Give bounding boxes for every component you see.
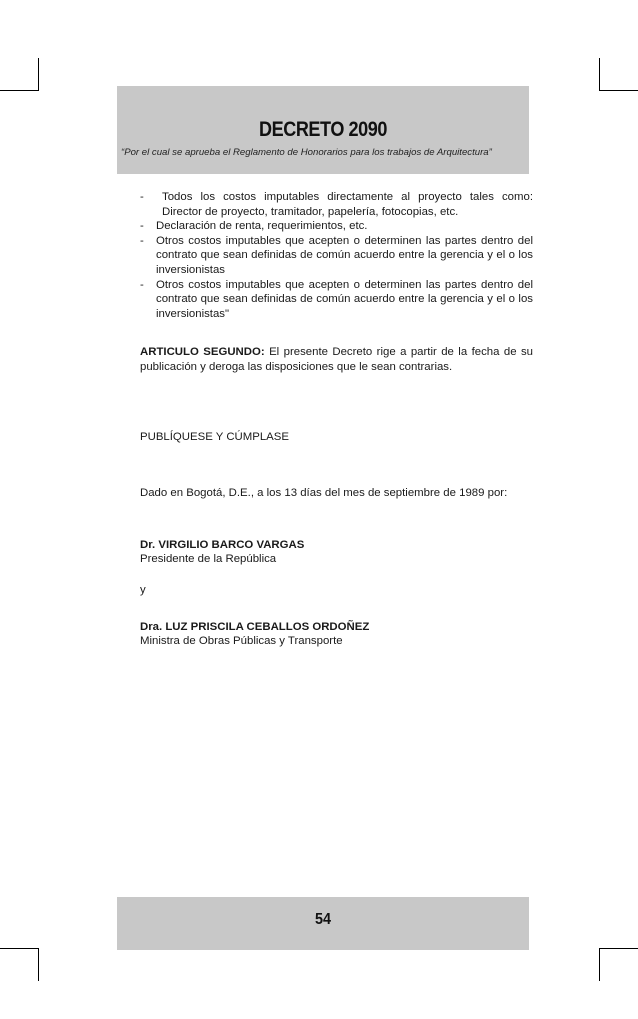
list-item-text: Otros costos imputables que acepten o determinen las partes dentro del contrato que sean definidas de común acuerdo entre la gerencia y el o los inversionistas — [156, 234, 533, 276]
list-item — [140, 190, 533, 219]
list-item — [140, 234, 533, 278]
crop-mark-top-left — [0, 58, 39, 91]
list-item-text: Declaración de renta, requerimientos, etc. — [156, 220, 368, 233]
page-number: 54 — [314, 911, 332, 928]
signatory-role: Ministra de Obras Públicas y Transporte — [140, 635, 343, 647]
crop-mark-top-right — [599, 58, 638, 91]
footer-band — [117, 897, 529, 950]
page-subtitle: “Por el cual se aprueba el Reglamento de Honorarios para los trabajos de Arquitectura” — [121, 147, 492, 158]
list-item — [140, 219, 533, 234]
list-item-text: Todos los costos imputables directamente al proyecto tales como: Director de proyecto, tramitador, papelería, fotocopias, etc. — [162, 191, 533, 218]
signatory-role: Presidente de la República — [140, 553, 277, 565]
crop-mark-bottom-right — [599, 948, 638, 981]
crop-mark-bottom-left — [0, 948, 39, 981]
publiquese-text: PUBLÍQUESE Y CÚMPLASE — [140, 431, 289, 443]
dado-text: Dado en Bogotá, D.E., a los 13 días del mes de septiembre de 1989 por: — [140, 487, 508, 499]
signatory-name: Dr. VIRGILIO BARCO VARGAS — [140, 539, 305, 551]
article-segundo — [140, 345, 533, 374]
article-label: ARTICULO SEGUNDO: — [140, 346, 265, 358]
conjunction-text: y — [140, 584, 146, 596]
signatory-name: Dra. LUZ PRISCILA CEBALLOS ORDOÑEZ — [140, 621, 370, 633]
page-title: DECRETO 2090 — [258, 118, 388, 141]
article-text: El presente Decreto rige a partir de la fecha de su publicación y deroga las disposiciones que le sean contrarias. — [140, 346, 533, 373]
bullet-dash: - — [140, 278, 144, 291]
bullet-dash: - — [140, 220, 144, 233]
bullet-list — [140, 190, 533, 321]
header-band — [117, 86, 529, 174]
list-item-text: Otros costos imputables que acepten o determinen las partes dentro del contrato que sean definidas de común acuerdo entre la gerencia y el o los inversionistas" — [156, 278, 533, 320]
bullet-dash: - — [140, 234, 144, 247]
list-item — [140, 278, 533, 322]
bullet-dash: - — [140, 191, 144, 203]
